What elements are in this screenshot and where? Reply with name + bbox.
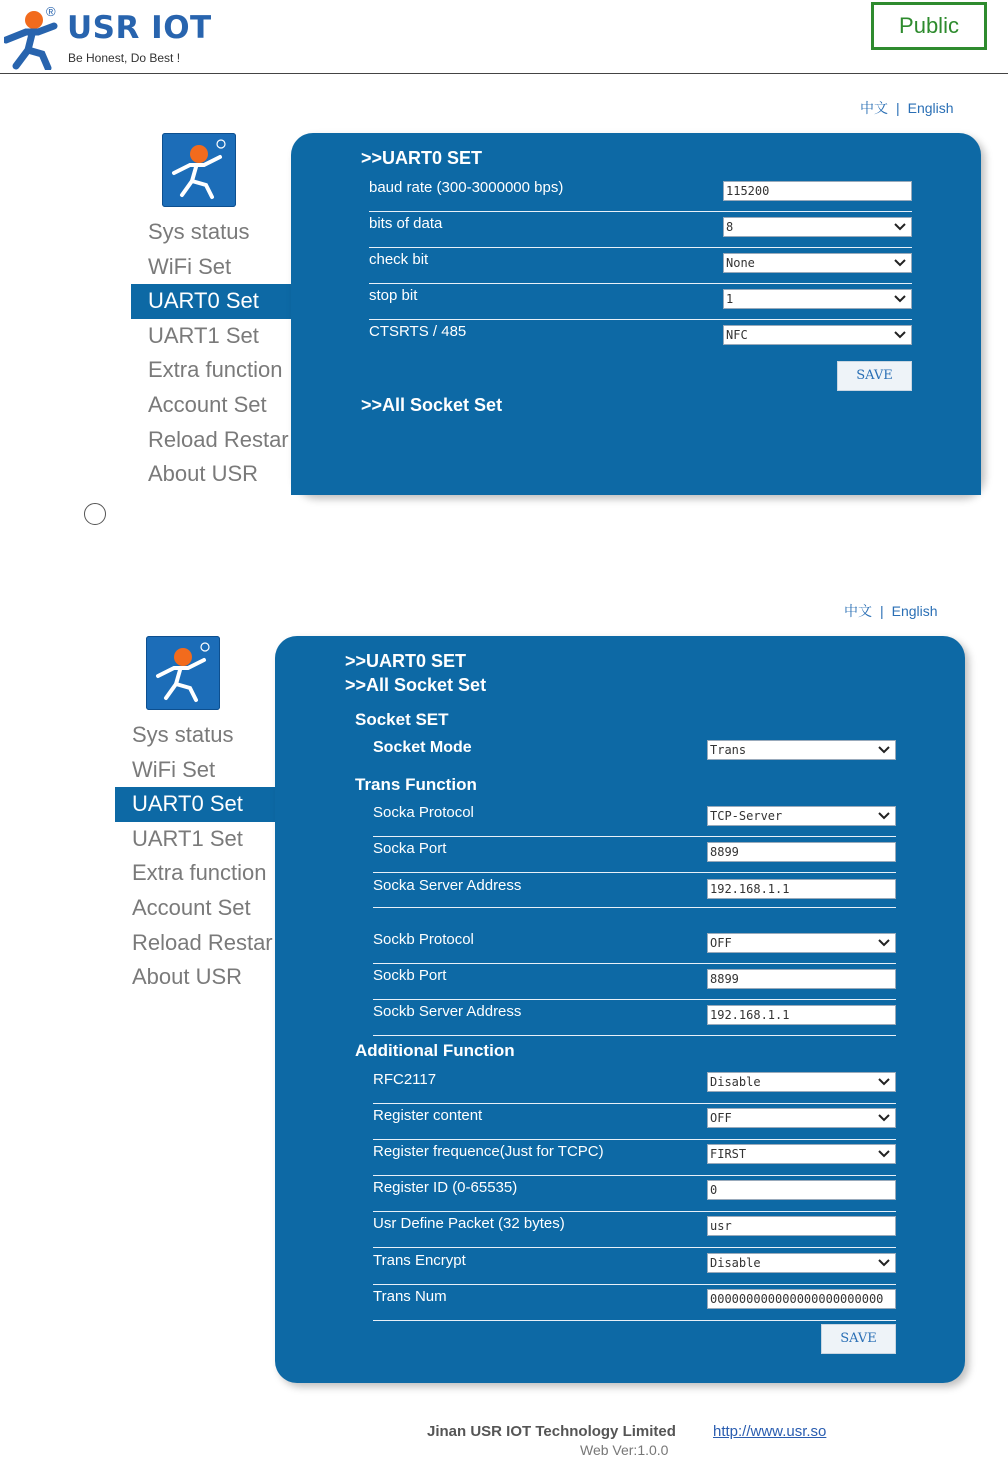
chevron-down-icon [877, 743, 891, 757]
register-frequence-select[interactable] [707, 1144, 896, 1164]
select-value: Disable [710, 1075, 761, 1089]
trans-encrypt-label: Trans Encrypt [373, 1252, 466, 1269]
chevron-down-icon [877, 1147, 891, 1161]
ctsrts-485-label: CTSRTS / 485 [369, 323, 467, 340]
lang-chinese-link[interactable]: 中文 [860, 100, 888, 116]
footer-website-link[interactable]: http://www.usr.so [713, 1423, 827, 1440]
rfc2117-select[interactable] [707, 1072, 896, 1092]
sidebar-nav-2 [115, 718, 277, 995]
socka-protocol-select[interactable] [707, 806, 896, 826]
socka-server-address-label: Socka Server Address [373, 877, 522, 894]
nav-uart1-set[interactable]: UART1 Set [132, 825, 243, 851]
trans-num-input[interactable]: 000000000000000000000000 [707, 1289, 896, 1309]
section-uart0-set[interactable]: >>UART0 SET [345, 651, 467, 671]
chevron-down-icon [877, 1075, 891, 1089]
language-switch [844, 601, 938, 621]
brand-tagline: Be Honest, Do Best ! [68, 51, 181, 65]
nav-uart0-set[interactable]: UART0 Set [131, 284, 293, 319]
socket-mode-label: Socket Mode [373, 739, 472, 756]
nav-extra-function[interactable]: Extra function [148, 357, 283, 383]
socka-port-label: Socka Port [373, 840, 447, 857]
register-id-input[interactable]: 0 [707, 1180, 896, 1200]
form-row [373, 873, 896, 908]
form-row [369, 247, 912, 284]
section-all-socket-set[interactable]: >>All Socket Set [345, 675, 487, 695]
register-content-label: Register content [373, 1107, 483, 1124]
nav-uart0-set[interactable]: UART0 Set [115, 787, 277, 822]
register-id-label: Register ID (0-65535) [373, 1179, 518, 1196]
socket-mode-select[interactable] [707, 740, 896, 760]
form-row [373, 1248, 896, 1285]
stop-bit-label: stop bit [369, 287, 418, 304]
baud-rate-input[interactable]: 115200 [723, 181, 912, 201]
lang-english-link[interactable]: English [891, 603, 938, 619]
public-badge: Public [871, 2, 987, 50]
ctsrts-485-select[interactable] [723, 325, 912, 345]
form-row [373, 1284, 896, 1321]
footer-version: Web Ver:1.0.0 [580, 1442, 669, 1458]
baud-rate-label: baud rate (300-3000000 bps) [369, 179, 564, 196]
register-frequence-label: Register frequence(Just for TCPC) [373, 1143, 604, 1160]
section-all-socket-set[interactable]: >>All Socket Set [361, 395, 503, 415]
language-switch [860, 98, 954, 118]
nav-about-usr[interactable]: About USR [132, 964, 243, 990]
sockb-port-label: Sockb Port [373, 967, 447, 984]
usr-define-packet-input[interactable]: usr [707, 1216, 896, 1236]
select-value: None [726, 256, 755, 270]
section-uart0-set[interactable]: >>UART0 SET [361, 148, 483, 168]
select-value: OFF [710, 1111, 732, 1125]
save-button[interactable]: SAVE [837, 361, 912, 391]
nav-wifi-set[interactable]: WiFi Set [148, 253, 232, 279]
side-logo-icon [146, 636, 220, 710]
stop-bit-select[interactable] [723, 289, 912, 309]
form-row [369, 211, 912, 248]
lang-chinese-link[interactable]: 中文 [844, 603, 872, 619]
side-logo-icon [162, 133, 236, 207]
socka-server-address-input[interactable]: 192.168.1.1 [707, 879, 896, 899]
uart0-settings-card [291, 133, 981, 495]
select-value: NFC [726, 328, 748, 342]
sockb-server-address-label: Sockb Server Address [373, 1003, 522, 1020]
nav-sys-status[interactable]: Sys status [132, 722, 234, 747]
chevron-down-icon [877, 936, 891, 950]
sockb-protocol-select[interactable] [707, 933, 896, 953]
select-value: FIRST [710, 1147, 747, 1161]
sockb-protocol-label: Sockb Protocol [373, 931, 474, 948]
additional-function-heading: Additional Function [355, 1041, 515, 1060]
registered-mark: ® [46, 4, 56, 19]
chevron-down-icon [893, 292, 907, 306]
socket-settings-card [275, 636, 965, 1383]
brand-name: USR IOT [67, 10, 212, 46]
lang-separator: | [880, 603, 884, 619]
nav-reload-restart[interactable]: Reload Restar [148, 426, 289, 452]
nav-reload-restart[interactable]: Reload Restar [132, 929, 273, 955]
save-button[interactable]: SAVE [821, 1324, 896, 1354]
select-value: Trans [710, 743, 747, 757]
document-header [0, 0, 1008, 74]
socka-port-input[interactable]: 8899 [707, 842, 896, 862]
usr-define-packet-label: Usr Define Packet (32 bytes) [373, 1215, 565, 1232]
card-bottom-fill [291, 471, 981, 495]
form-row [373, 1067, 896, 1104]
nav-sys-status[interactable]: Sys status [148, 219, 250, 244]
bits-of-data-select[interactable] [723, 217, 912, 237]
trans-num-label: Trans Num [373, 1288, 447, 1305]
chevron-down-icon [877, 809, 891, 823]
form-row [369, 175, 912, 212]
chevron-down-icon [877, 1256, 891, 1270]
form-row [373, 999, 896, 1036]
form-row [373, 1139, 896, 1176]
form-row [373, 1211, 896, 1248]
form-row [369, 283, 912, 320]
select-value: 1 [726, 292, 734, 306]
socket-set-heading: Socket SET [355, 710, 449, 729]
nav-extra-function[interactable]: Extra function [132, 860, 267, 886]
chevron-down-icon [877, 1111, 891, 1125]
sockb-server-address-input[interactable]: 192.168.1.1 [707, 1005, 896, 1025]
trans-function-heading: Trans Function [355, 775, 477, 794]
bits-of-data-label: bits of data [369, 215, 443, 232]
select-value: TCP-Server [710, 809, 783, 823]
footer-company: Jinan USR IOT Technology Limited [427, 1423, 676, 1440]
socka-protocol-label: Socka Protocol [373, 804, 474, 821]
rfc2117-label: RFC2117 [373, 1071, 437, 1088]
check-bit-label: check bit [369, 251, 429, 268]
form-row [373, 1175, 896, 1212]
nav-account-set[interactable]: Account Set [148, 391, 267, 417]
chevron-down-icon [893, 256, 907, 270]
form-row [373, 927, 896, 964]
form-row [373, 1103, 896, 1140]
lang-separator: | [896, 100, 900, 116]
select-value: OFF [710, 936, 732, 950]
sidebar-nav-1 [131, 215, 293, 492]
chevron-down-icon [893, 328, 907, 342]
form-row [373, 800, 896, 837]
form-row [373, 836, 896, 873]
select-value: 8 [726, 220, 734, 234]
chevron-down-icon [893, 220, 907, 234]
form-row [369, 319, 912, 355]
nav-about-usr[interactable]: About USR [148, 461, 259, 487]
select-value: Disable [710, 1256, 761, 1270]
register-content-select[interactable] [707, 1108, 896, 1128]
nav-account-set[interactable]: Account Set [132, 894, 251, 920]
check-bit-select[interactable] [723, 253, 912, 273]
sockb-port-input[interactable]: 8899 [707, 969, 896, 989]
trans-encrypt-select[interactable] [707, 1253, 896, 1273]
nav-uart1-set[interactable]: UART1 Set [148, 322, 259, 348]
form-row [373, 963, 896, 1000]
lang-english-link[interactable]: English [907, 100, 954, 116]
radio-button[interactable] [84, 503, 106, 525]
form-row [373, 735, 896, 771]
nav-wifi-set[interactable]: WiFi Set [132, 756, 216, 782]
